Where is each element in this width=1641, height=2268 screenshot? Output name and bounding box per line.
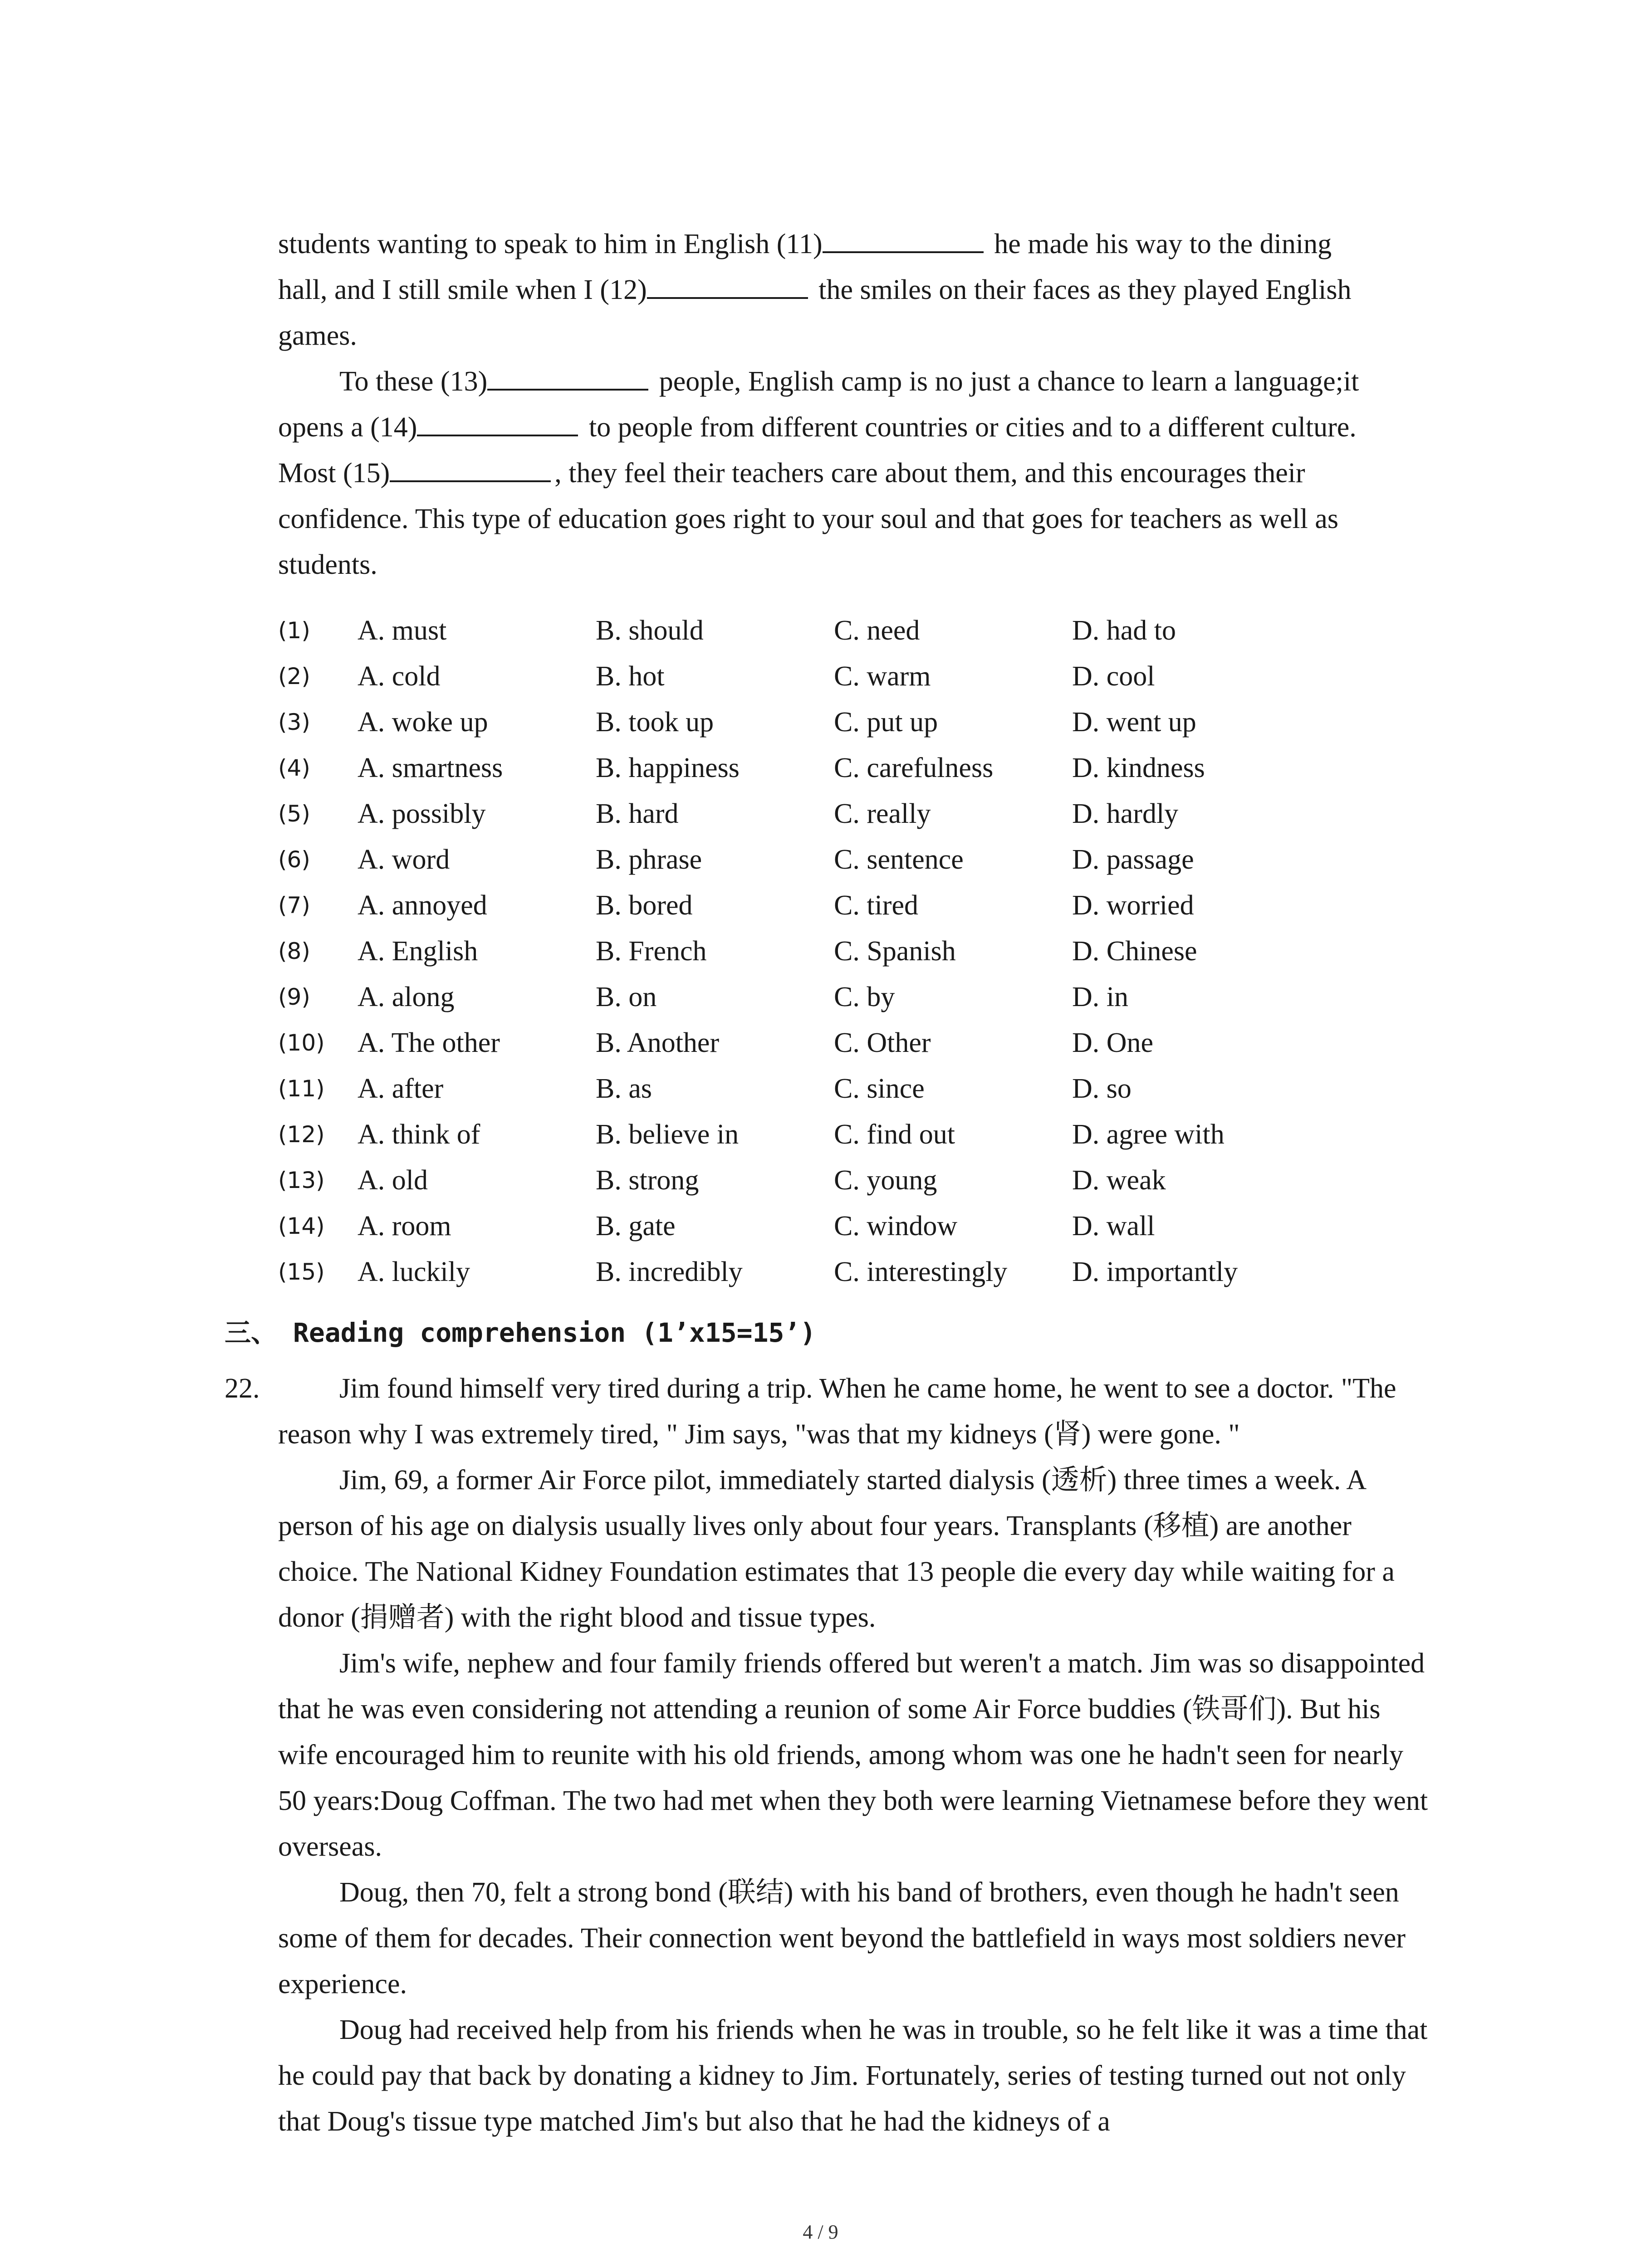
passage-line [278, 450, 1430, 496]
option-row [278, 791, 1430, 837]
option-number: (5) [278, 801, 310, 827]
option-b[interactable]: B. on [596, 982, 657, 1012]
reading-paragraph: Doug had received help from his friends when he was in trouble, so he felt like it was a time that he could pay that back by donating a kidney to Jim. Fortunately, series of testing turned out not only that Doug's tissue type matched Jim's but also that he had the kidneys of a [278, 2014, 1428, 2137]
option-number: (14) [278, 1213, 325, 1239]
option-b[interactable]: B. phrase [596, 844, 702, 875]
option-c[interactable]: C. put up [834, 707, 938, 738]
option-row [278, 608, 1430, 654]
option-b[interactable]: B. hard [596, 798, 679, 829]
option-c[interactable]: C. window [834, 1211, 958, 1242]
passage-line [278, 313, 1430, 359]
option-d[interactable]: D. went up [1072, 707, 1196, 738]
option-d[interactable]: D. agree with [1072, 1119, 1225, 1150]
option-number: (1) [278, 617, 310, 644]
option-c[interactable]: C. warm [834, 661, 931, 692]
option-d[interactable]: D. One [1072, 1027, 1154, 1058]
option-d[interactable]: D. had to [1072, 615, 1176, 646]
option-row [278, 974, 1430, 1020]
option-number: (3) [278, 709, 310, 735]
question-number: 22. [225, 1373, 260, 1404]
option-b[interactable]: B. took up [596, 707, 714, 738]
option-b[interactable]: B. bored [596, 890, 693, 921]
passage-text: the smiles on their faces as they played English [811, 274, 1352, 305]
option-a[interactable]: A. room [358, 1211, 451, 1242]
passage-top [278, 221, 1430, 588]
passage-line [278, 267, 1430, 313]
option-row [278, 1203, 1430, 1249]
reading-passage [278, 1366, 1430, 2145]
answer-blank-11[interactable] [823, 225, 984, 253]
option-number: (8) [278, 938, 310, 964]
option-c[interactable]: C. tired [834, 890, 918, 921]
option-b[interactable]: B. French [596, 936, 707, 967]
option-row [278, 1020, 1430, 1066]
reading-paragraph: Jim, 69, a former Air Force pilot, immediately started dialysis (透析) three times a week. A person of his age on dialysis usually lives only about four years. Transplants (移植) are another choice. The National Kidney Foundation estimates that 13 people die every day while waiting for a donor (捐赠者) with the right blood and tissue types. [278, 1465, 1395, 1633]
passage-line [278, 221, 1430, 267]
option-a[interactable]: A. possibly [358, 798, 486, 829]
option-a[interactable]: A. word [358, 844, 450, 875]
option-b[interactable]: B. hot [596, 661, 665, 692]
option-number: (15) [278, 1259, 325, 1285]
option-c[interactable]: C. Other [834, 1027, 931, 1058]
option-row [278, 699, 1430, 745]
option-row [278, 1158, 1430, 1203]
option-a[interactable]: A. old [358, 1165, 428, 1196]
option-b[interactable]: B. Another [596, 1027, 720, 1058]
passage-text: he made his way to the dining [987, 229, 1332, 259]
option-c[interactable]: C. find out [834, 1119, 955, 1150]
option-a[interactable]: A. after [358, 1073, 444, 1104]
reading-paragraph: Doug, then 70, felt a strong bond (联结) with his band of brothers, even though he hadn't seen some of them for decades. Their connection went beyond the battlefield in ways most soldiers never experience. [278, 1877, 1406, 1999]
option-row [278, 883, 1430, 929]
option-row [278, 654, 1430, 699]
option-d[interactable]: D. wall [1072, 1211, 1155, 1242]
passage-text: students wanting to speak to him in English (11) [278, 229, 823, 259]
answer-blank-13[interactable] [487, 362, 648, 391]
option-a[interactable]: A. English [358, 936, 478, 967]
option-number: (12) [278, 1121, 325, 1148]
option-c[interactable]: C. young [834, 1165, 937, 1196]
option-d[interactable]: D. weak [1072, 1165, 1166, 1196]
page-number: 4 / 9 [803, 2221, 838, 2243]
option-d[interactable]: D. kindness [1072, 753, 1205, 783]
option-a[interactable]: A. annoyed [358, 890, 487, 921]
reading-paragraph: Jim's wife, nephew and four family friends offered but weren't a match. Jim was so disappointed that he was even considering not attending a reunion of some Air Force buddies (铁哥们). But his wife encouraged him to reunite with his old friends, among whom was one he hadn't seen for nearly 50 years:Doug Coffman. The two had met when they both were learning Vietnamese before they went overseas. [278, 1648, 1428, 1862]
passage-text: to people from different countries or cities and to a different culture. [582, 412, 1357, 443]
answer-blank-14[interactable] [417, 408, 578, 436]
option-number: (4) [278, 755, 310, 781]
option-a[interactable]: A. cold [358, 661, 441, 692]
option-row [278, 1112, 1430, 1158]
option-d[interactable]: D. passage [1072, 844, 1194, 875]
passage-text: To these (13) [339, 366, 488, 397]
option-b[interactable]: B. happiness [596, 753, 740, 783]
passage-line [278, 405, 1430, 450]
passage-line [278, 359, 1430, 405]
option-d[interactable]: D. worried [1072, 890, 1194, 921]
option-row [278, 745, 1430, 791]
option-number: (2) [278, 663, 310, 689]
option-d[interactable]: D. cool [1072, 661, 1155, 692]
option-a[interactable]: A. must [358, 615, 447, 646]
option-number: (9) [278, 984, 310, 1010]
option-b[interactable]: B. believe in [596, 1119, 739, 1150]
option-number: (10) [278, 1030, 325, 1056]
option-d[interactable]: D. Chinese [1072, 936, 1197, 967]
option-c[interactable]: C. really [834, 798, 931, 829]
option-c[interactable]: C. carefulness [834, 753, 994, 783]
option-a[interactable]: A. woke up [358, 707, 488, 738]
option-a[interactable]: A. along [358, 982, 455, 1012]
option-row [278, 929, 1430, 974]
option-c[interactable]: C. interestingly [834, 1256, 1008, 1287]
option-c[interactable]: C. Spanish [834, 936, 956, 967]
passage-text: hall, and I still smile when I (12) [278, 274, 647, 305]
option-d[interactable]: D. in [1072, 982, 1128, 1012]
option-number: (7) [278, 892, 310, 919]
option-c[interactable]: C. by [834, 982, 895, 1012]
option-row [278, 1066, 1430, 1112]
option-b[interactable]: B. incredibly [596, 1256, 743, 1287]
option-a[interactable]: A. luckily [358, 1256, 470, 1287]
passage-text: people, English camp is no just a chance to learn a language;it [652, 366, 1359, 397]
passage-text: opens a (14) [278, 412, 417, 443]
passage-text: , they feel their teachers care about them, and this encourages their [554, 458, 1305, 489]
option-number: (13) [278, 1167, 325, 1193]
option-b[interactable]: B. should [596, 615, 704, 646]
passage-text: confidence. This type of education goes right to your soul and that goes for teachers as well as students. [278, 503, 1338, 580]
reading-paragraph: Jim found himself very tired during a trip. When he came home, he went to see a doctor. "The reason why I was extremely tired, " Jim says, "was that my kidneys (肾) were gone. " [278, 1373, 1396, 1450]
option-c[interactable]: C. need [834, 615, 920, 646]
option-number: (11) [278, 1075, 325, 1102]
option-row [278, 1249, 1430, 1295]
option-number: (6) [278, 846, 310, 873]
option-a[interactable]: A. think of [358, 1119, 480, 1150]
option-b[interactable]: B. gate [596, 1211, 676, 1242]
option-c[interactable]: C. sentence [834, 844, 964, 875]
option-d[interactable]: D. so [1072, 1073, 1132, 1104]
option-d[interactable]: D. importantly [1072, 1256, 1238, 1287]
passage-text: Most (15) [278, 458, 390, 489]
option-a[interactable]: A. smartness [358, 753, 503, 783]
section-heading: 三、 Reading comprehension (1’x15=15’) [225, 1317, 816, 1348]
answer-blank-12[interactable] [647, 271, 808, 299]
option-b[interactable]: B. as [596, 1073, 652, 1104]
passage-text: games. [278, 320, 357, 351]
options-table [278, 608, 1430, 1295]
option-b[interactable]: B. strong [596, 1165, 699, 1196]
answer-blank-15[interactable] [390, 454, 551, 482]
option-d[interactable]: D. hardly [1072, 798, 1179, 829]
option-c[interactable]: C. since [834, 1073, 925, 1104]
option-a[interactable]: A. The other [358, 1027, 500, 1058]
option-row [278, 837, 1430, 883]
